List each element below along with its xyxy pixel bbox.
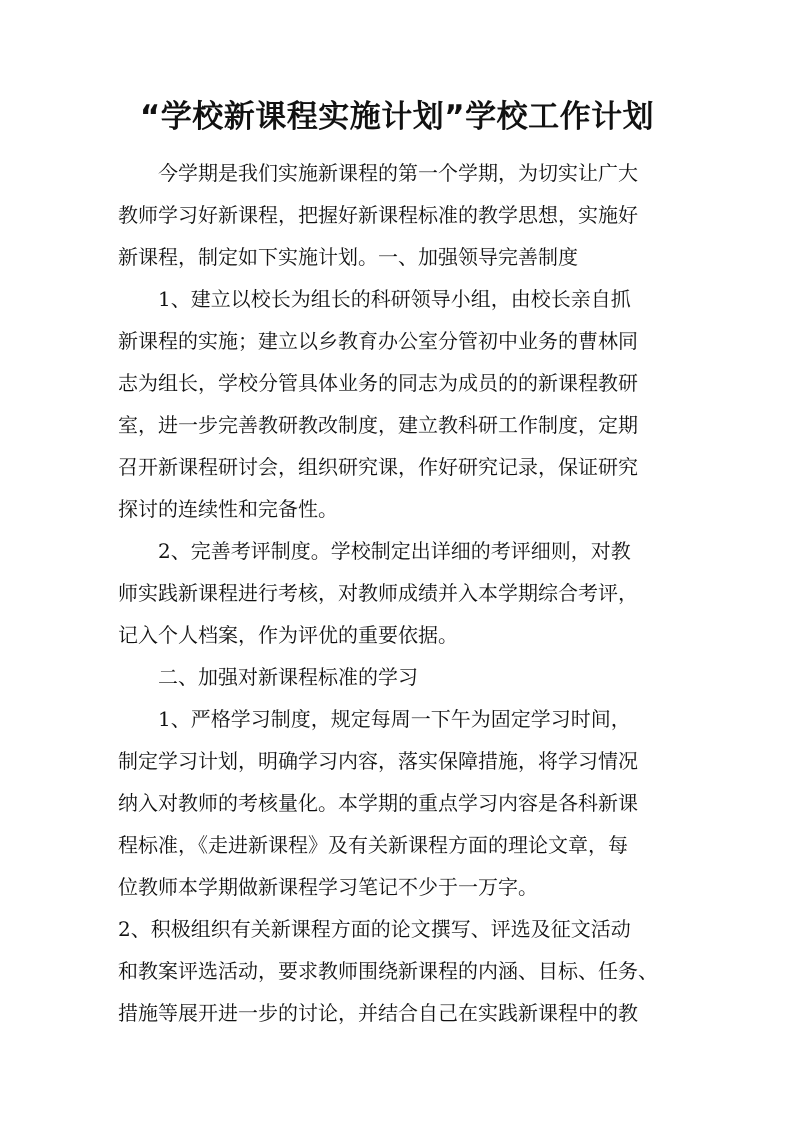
text-line: 志为组长，学校分管具体业务的同志为成员的的新课程教研 — [118, 371, 638, 395]
text-line: 室，进一步完善教研教改制度，建立教科研工作制度，定期 — [118, 413, 638, 437]
text-line: 措施等展开进一步的讨论，并结合自己在实践新课程中的教 — [118, 1001, 638, 1025]
text-line: 2、完善考评制度。学校制定出详细的考评细则，对教 — [158, 539, 631, 563]
text-line: 纳入对教师的考核量化。本学期的重点学习内容是各科新课 — [118, 791, 638, 815]
text-line: 新课程的实施；建立以乡教育办公室分管初中业务的曹林同 — [118, 329, 638, 353]
text-line: 召开新课程研讨会，组织研究课，作好研究记录，保证研究 — [118, 455, 638, 479]
text-line: 程标准，《走进新课程》及有关新课程方面的理论文章，每 — [118, 833, 628, 857]
text-line: 制定学习计划，明确学习内容，落实保障措施，将学习情况 — [118, 749, 638, 773]
section-heading: 二、加强对新课程标准的学习 — [158, 665, 418, 689]
text-line: 1、严格学习制度，规定每周一下午为固定学习时间， — [158, 707, 631, 731]
text-line: 和教案评选活动，要求教师围绕新课程的内涵、目标、任务、 — [118, 959, 658, 983]
document-body — [118, 152, 676, 1034]
text-line: 1、建立以校长为组长的科研领导小组，由校长亲自抓 — [158, 287, 631, 311]
text-line: 探讨的连续性和完备性。 — [118, 497, 338, 521]
text-line: 新课程，制定如下实施计划。一、加强领导完善制度 — [118, 245, 578, 269]
text-line: 教师学习好新课程，把握好新课程标准的教学思想，实施好 — [118, 203, 638, 227]
document-title: “学校新课程实施计划”学校工作计划 — [139, 99, 655, 135]
text-line: 师实践新课程进行考核，对教师成绩并入本学期综合考评， — [118, 581, 638, 605]
text-line: 2、积极组织有关新课程方面的论文撰写、评选及征文活动 — [118, 917, 631, 941]
text-line: 记入个人档案，作为评优的重要依据。 — [118, 623, 458, 647]
text-line: 位教师本学期做新课程学习笔记不少于一万字。 — [118, 875, 538, 899]
text-line: 今学期是我们实施新课程的第一个学期，为切实让广大 — [158, 161, 638, 185]
